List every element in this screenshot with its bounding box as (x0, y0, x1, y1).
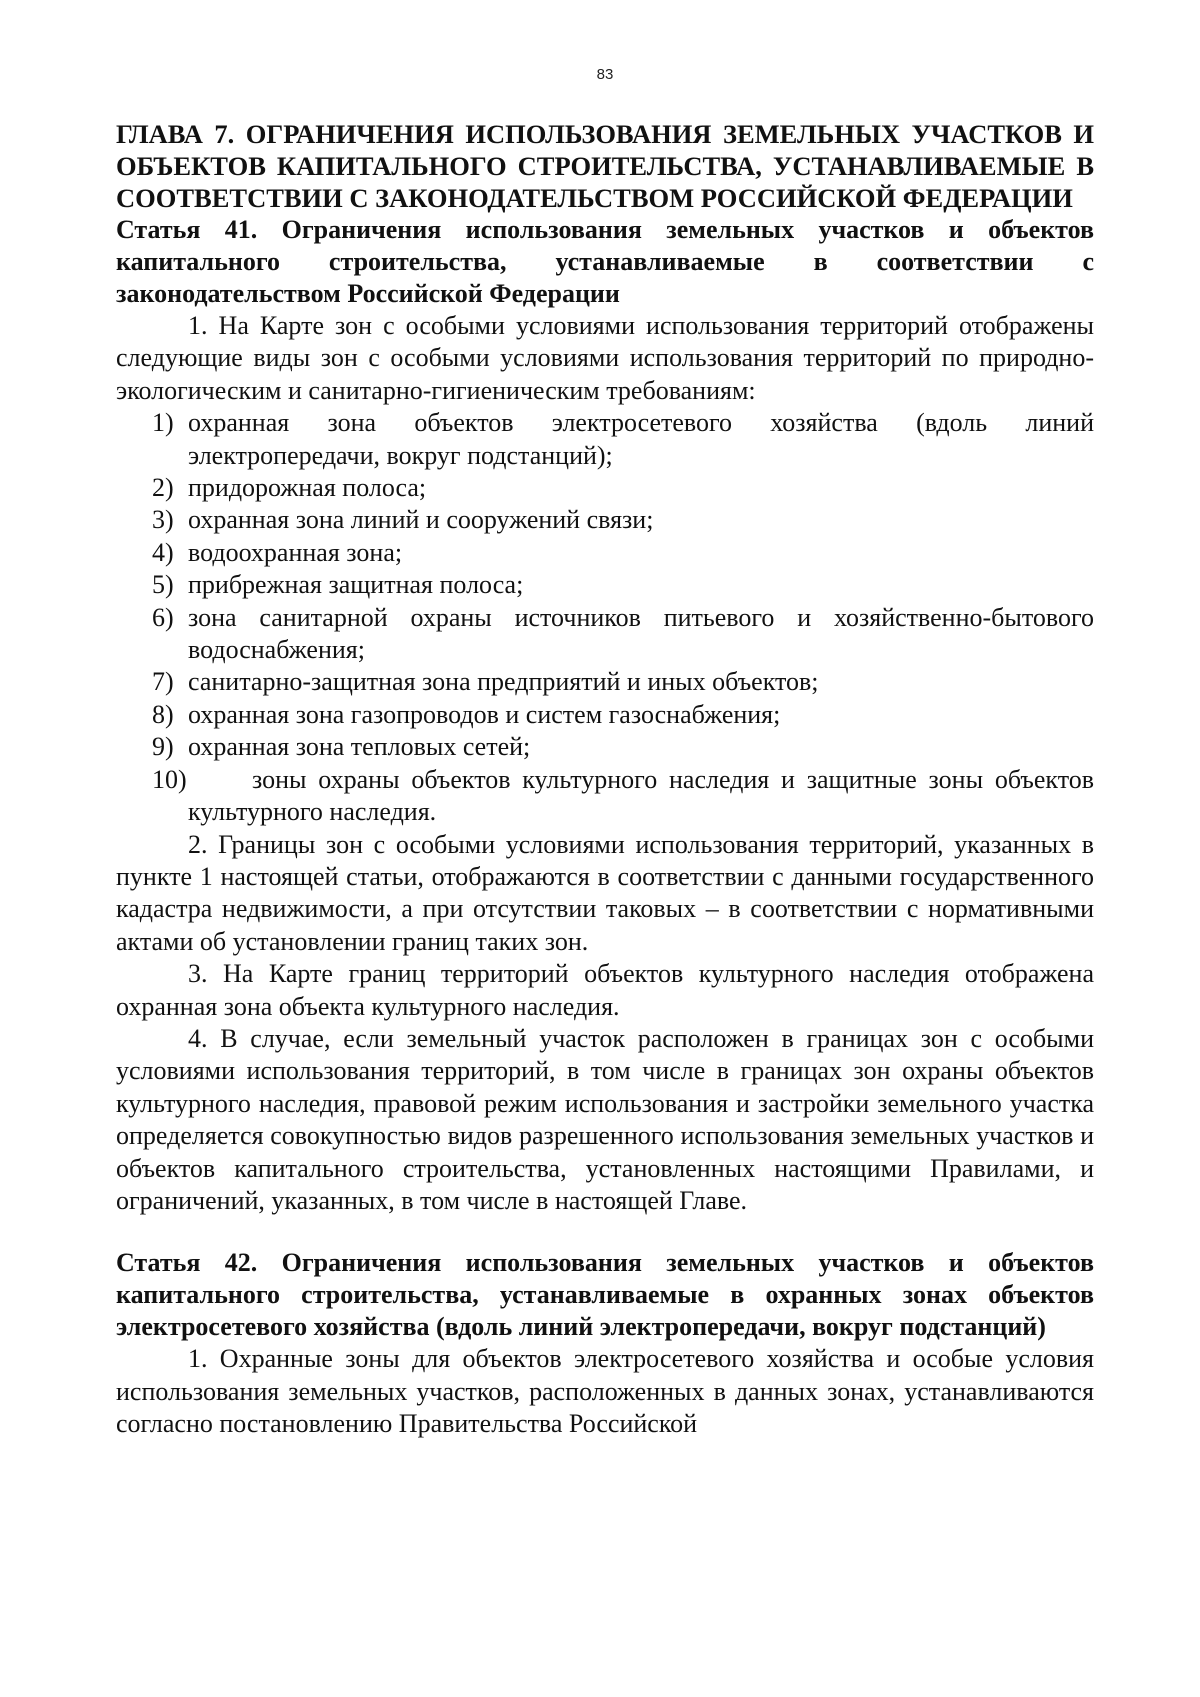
list-item (116, 699, 1094, 731)
list-item (116, 569, 1094, 601)
chapter-title: ГЛАВА 7. ОГРАНИЧЕНИЯ ИСПОЛЬЗОВАНИЯ ЗЕМЕЛЬНЫХ УЧАСТКОВ И ОБЪЕКТОВ КАПИТАЛЬНОГО СТРОИТЕЛЬСТВА, УСТАНАВЛИВАЕМЫЕ В СООТВЕТСТВИИ С ЗАКОНОДАТЕЛЬСТВОМ РОССИЙСКОЙ ФЕДЕРАЦИИ (116, 119, 1094, 213)
article-42-title: Статья 42. Ограничения использования земельных участков и объектов капитального строительства, устанавливаемые в охранных зонах объектов электросетевого хозяйства (вдоль линий электропередачи, вокруг подстанций) (116, 1248, 1094, 1342)
list-item-text: придорожная полоса; (188, 473, 427, 503)
list-item-text: охранная зона тепловых сетей; (188, 732, 531, 762)
article-41-paragraph-1: 1. На Карте зон с особыми условиями использования территорий отображены следующие виды зон с особыми условиями использования территорий по природно-экологическим и санитарно-гигиеническим требованиям: (116, 311, 1094, 405)
list-item-text: охранная зона объектов электросетевого хозяйства (вдоль линий электропередачи, вокруг подстанций); (188, 408, 1094, 470)
list-item (116, 666, 1094, 698)
list-item-text: зоны охраны объектов культурного наследия и защитные зоны объектов культурного наследия. (188, 764, 1094, 827)
list-item-number: 1) (152, 408, 174, 438)
list-item-number: 4) (152, 537, 174, 567)
list-item-number: 6) (152, 602, 174, 632)
list-item (116, 504, 1094, 536)
list-item (116, 764, 1094, 829)
article-41-paragraph-3: 3. На Карте границ территорий объектов культурного наследия отображена охранная зона объекта культурного наследия. (116, 959, 1094, 1021)
article-41-title: Статья 41. Ограничения использования земельных участков и объектов капитального строительства, устанавливаемые в соответствии с законодательством Российской Федерации (116, 215, 1094, 308)
page-number: 83 (596, 66, 614, 83)
list-item-text: зона санитарной охраны источников питьевого и хозяйственно-бытового водоснабжения; (188, 602, 1094, 665)
list-item-number: 10) (152, 764, 187, 794)
list-item (116, 407, 1094, 472)
article-41-paragraph-4: 4. В случае, если земельный участок расположен в границах зон с особыми условиями использования территорий, в том числе в границах зон охраны объектов культурного наследия, правовой режим использования и застройки земельного участка определяется совокупностью видов разрешенного использования земельных участков и объектов капитального строительства, установленных настоящими Правилами, и ограничений, указанных, в том числе в настоящей Главе. (116, 1023, 1094, 1215)
list-item-text: прибрежная защитная полоса; (188, 570, 524, 600)
list-item-number: 9) (152, 732, 174, 762)
list-item-text: охранная зона линий и сооружений связи; (188, 505, 654, 535)
list-item-number: 7) (152, 667, 174, 697)
section-spacer (116, 1217, 1094, 1247)
list-item (116, 472, 1094, 504)
list-item-number: 5) (152, 570, 174, 600)
list-item-text: охранная зона газопроводов и систем газоснабжения; (188, 699, 781, 729)
article-41-paragraph-2: 2. Границы зон с особыми условиями использования территорий, указанных в пункте 1 настоящей статьи, отображаются в соответствии с данными государственного кадастра недвижимости, а при отсутствии таковых – в соответствии с нормативными актами об установлении границ таких зон. (116, 829, 1094, 956)
zone-types-list (116, 407, 1094, 828)
list-item-number: 3) (152, 505, 174, 535)
list-item (116, 602, 1094, 667)
page-content (116, 118, 1094, 1441)
list-item (116, 731, 1094, 763)
list-item (116, 537, 1094, 569)
list-item-text: водоохранная зона; (188, 537, 403, 567)
list-item-text: санитарно-защитная зона предприятий и иных объектов; (188, 667, 819, 697)
article-42-paragraph-1: 1. Охранные зоны для объектов электросетевого хозяйства и особые условия использования земельных участков, расположенных в данных зонах, устанавливаются согласно постановлению Правительства Российской (116, 1344, 1094, 1439)
list-item-number: 2) (152, 473, 174, 503)
list-item-number: 8) (152, 699, 174, 729)
